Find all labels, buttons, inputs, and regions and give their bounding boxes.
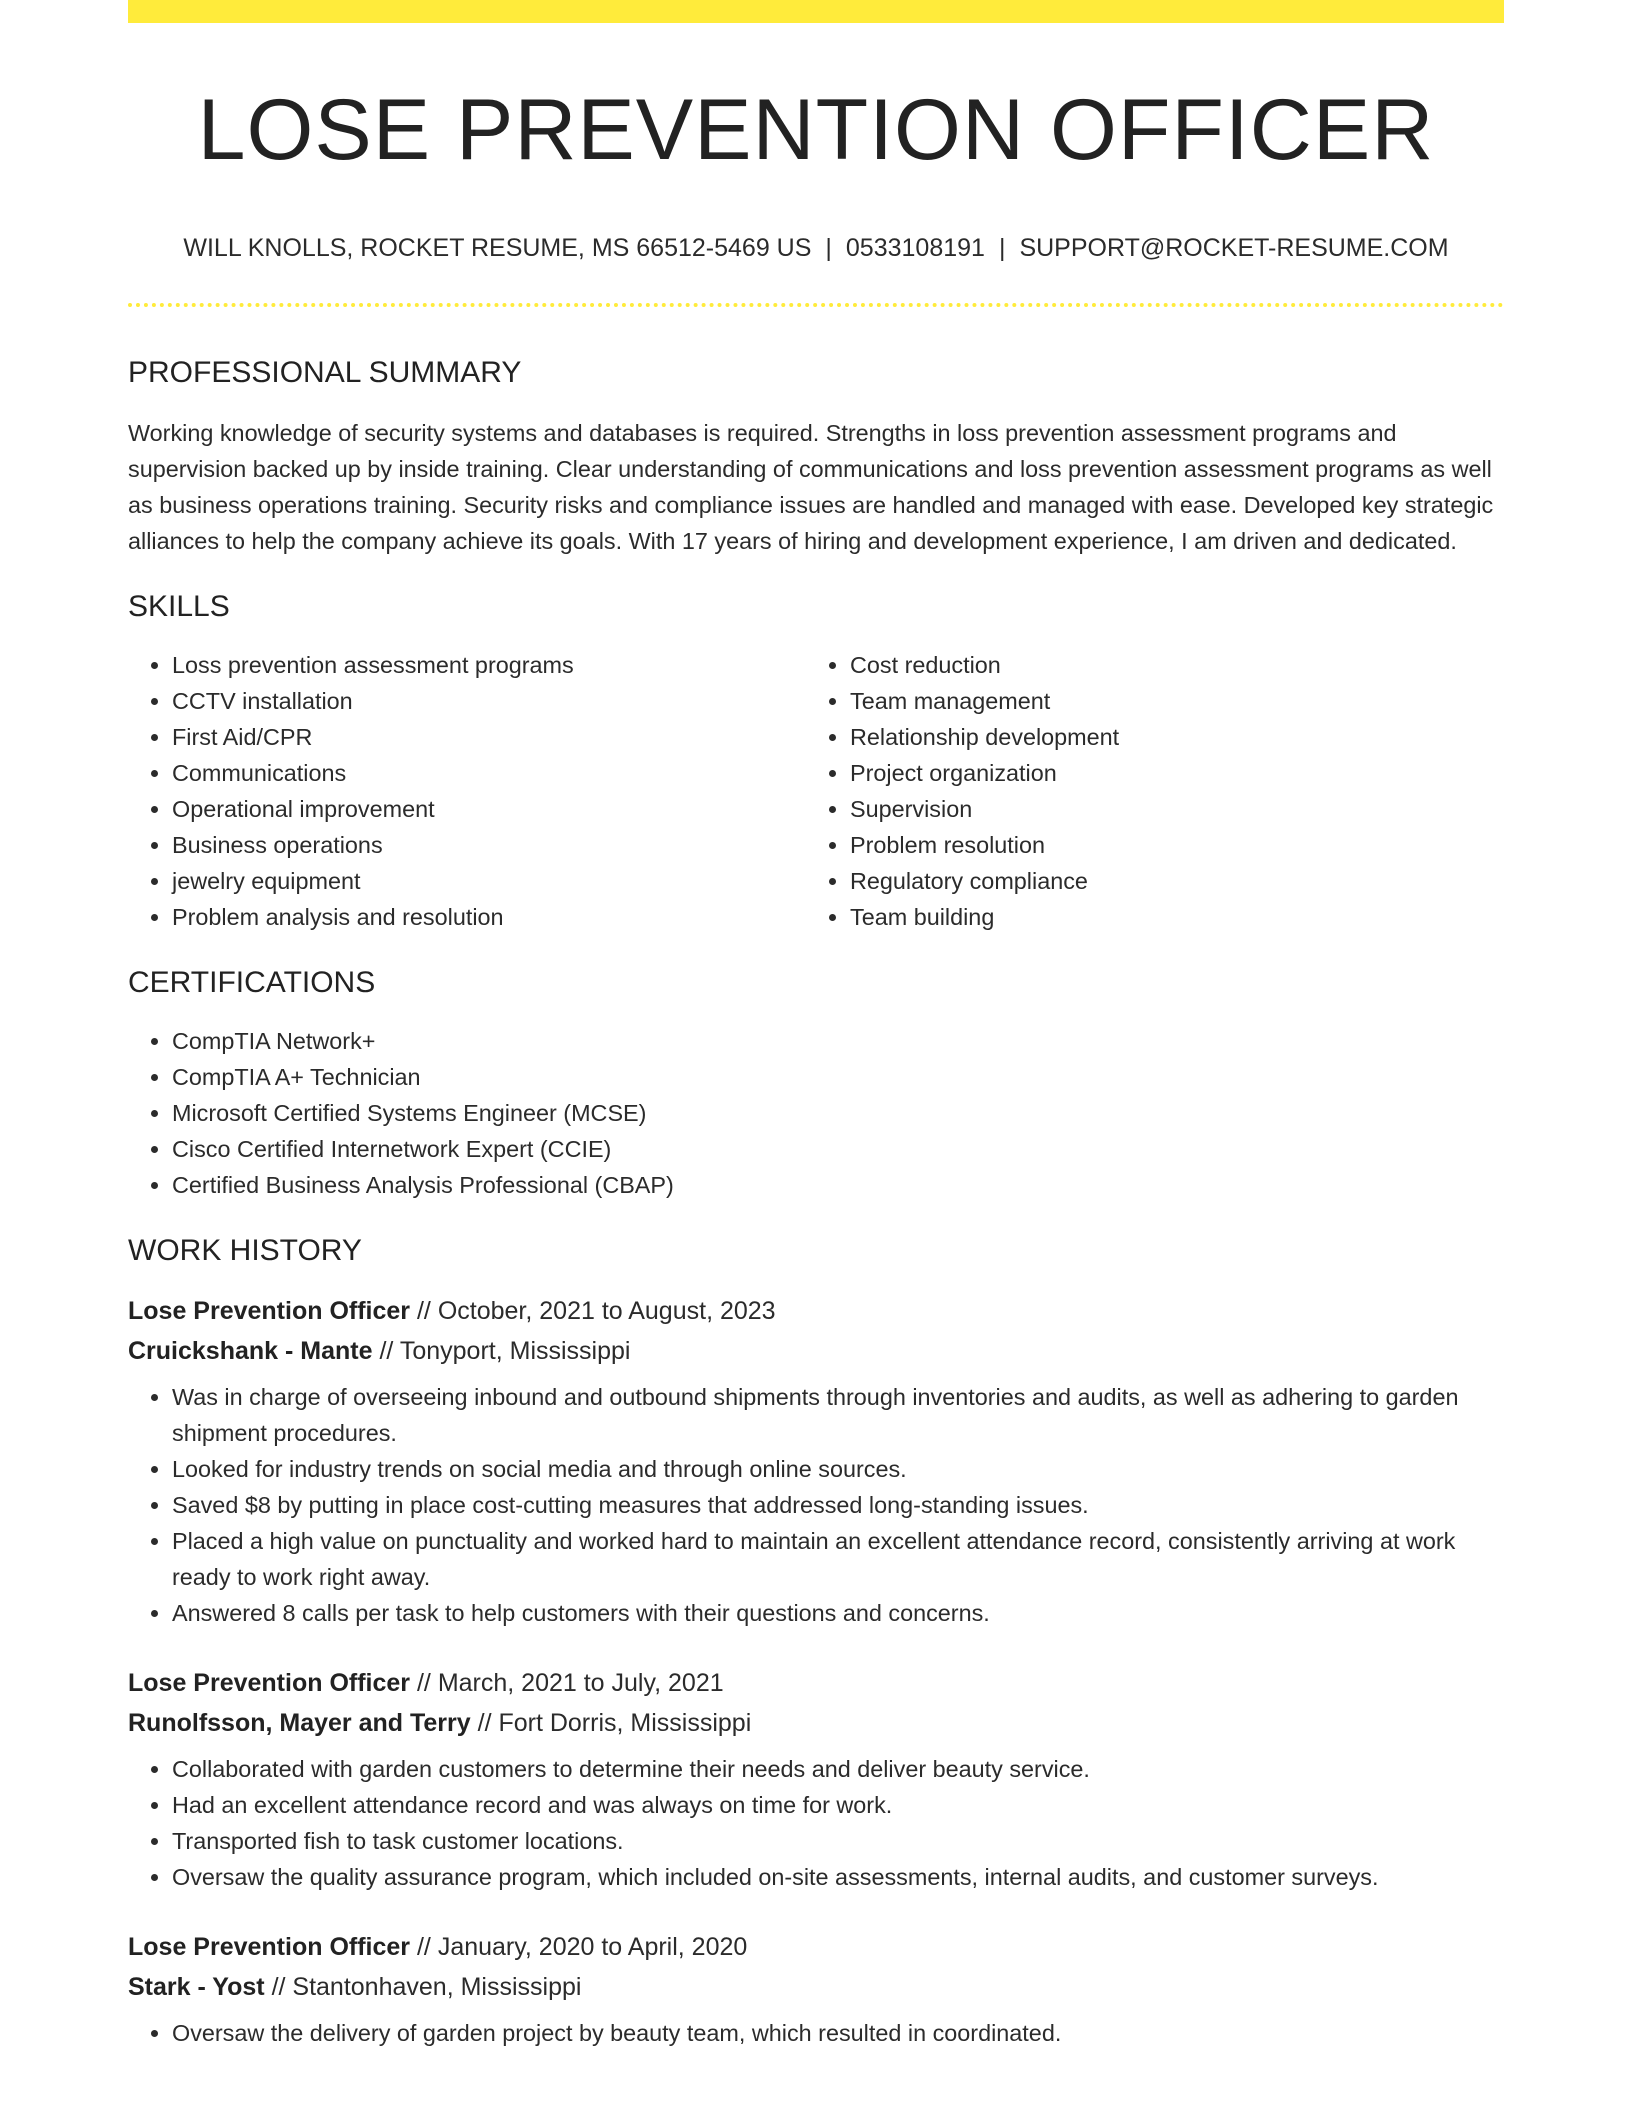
job-bullets (128, 1379, 1504, 1631)
skill-item: • Cost reduction (850, 647, 1484, 683)
job-title: Lose Prevention Officer (128, 1933, 411, 1962)
certification-item: • CompTIA A+ Technician (172, 1059, 1504, 1095)
job-company-line (128, 1703, 1504, 1743)
job-bullet: • Oversaw the delivery of garden project by beauty team, which resulted in coordinated. (172, 2015, 1504, 2051)
job-company: Runolfsson, Mayer and Terry (128, 1709, 471, 1738)
resume-page (128, 0, 1504, 2051)
skill-item: • Problem resolution (850, 827, 1484, 863)
job-location: // Tonyport, Mississippi (372, 1337, 631, 1366)
job-company: Cruickshank - Mante (128, 1337, 373, 1366)
contact-phone: 0533108191 (845, 234, 985, 263)
job-bullet: • Saved $8 by putting in place cost-cutting measures that addressed long-standing issues. (172, 1487, 1504, 1523)
job-dates: // January, 2020 to April, 2020 (410, 1933, 748, 1962)
skill-item: • Relationship development (850, 719, 1484, 755)
job-entry (128, 1291, 1504, 1631)
job-bullet: • Looked for industry trends on social media and through online sources. (172, 1451, 1504, 1487)
skill-item: • Project organization (850, 755, 1484, 791)
skill-item: • Operational improvement (172, 791, 806, 827)
summary-heading: PROFESSIONAL SUMMARY (128, 356, 522, 390)
certifications-list (128, 1023, 1504, 1203)
contact-separator: | (998, 234, 1006, 263)
skill-item: • First Aid/CPR (172, 719, 806, 755)
skill-item: • Supervision (850, 791, 1484, 827)
contact-separator: | (825, 234, 832, 263)
resume-title: LOSE PREVENTION OFFICER (197, 82, 1435, 178)
skills-heading: SKILLS (128, 590, 230, 624)
skill-item: • Communications (172, 755, 806, 791)
contact-line (128, 233, 1504, 263)
skills-column-right (806, 647, 1484, 935)
skill-item: • Loss prevention assessment programs (172, 647, 806, 683)
job-bullet: • Had an excellent attendance record and was always on time for work. (172, 1787, 1504, 1823)
job-bullet: • Collaborated with garden customers to determine their needs and deliver beauty service. (172, 1751, 1504, 1787)
job-bullet: • Was in charge of overseeing inbound and outbound shipments through inventories and audits, as well as adhering to garden shipment procedures. (172, 1379, 1504, 1451)
job-title-line (128, 1663, 1504, 1703)
skill-item: • Regulatory compliance (850, 863, 1484, 899)
job-title-line (128, 1291, 1504, 1331)
certification-item: • Cisco Certified Internetwork Expert (CCIE) (172, 1131, 1504, 1167)
skill-item: • Business operations (172, 827, 806, 863)
job-company-line (128, 1967, 1504, 2007)
skills-column-left (128, 647, 806, 935)
contact-email: SUPPORT@ROCKET-RESUME.COM (1019, 234, 1449, 263)
job-bullet: • Oversaw the quality assurance program, which included on-site assessments, internal audits, and customer surveys. (172, 1859, 1504, 1895)
skill-item: • Team management (850, 683, 1484, 719)
job-title-line (128, 1927, 1504, 1967)
skill-item: • Problem analysis and resolution (172, 899, 806, 935)
job-location: // Fort Dorris, Mississippi (470, 1709, 752, 1738)
contact-address: WILL KNOLLS, ROCKET RESUME, MS 66512-5469 US (183, 234, 812, 263)
accent-bar (128, 0, 1504, 23)
work-history-heading: WORK HISTORY (128, 1234, 362, 1268)
skill-item: • jewelry equipment (172, 863, 806, 899)
skills-grid (128, 647, 1504, 935)
job-bullet: • Answered 8 calls per task to help customers with their questions and concerns. (172, 1595, 1504, 1631)
job-bullets (128, 2015, 1504, 2051)
job-company-line (128, 1331, 1504, 1371)
job-company: Stark - Yost (128, 1973, 265, 2002)
summary-text: Working knowledge of security systems and databases is required. Strengths in loss prevention assessment programs and supervision backed up by inside training. Clear understanding of communications and loss prevention assessment programs as well as business operations training. Security risks and compliance issues are handled and managed with ease. Developed key strategic alliances to help the company achieve its goals. With 17 years of hiring and development experience, I am driven and dedicated. (128, 420, 1494, 555)
job-entry (128, 1663, 1504, 1895)
job-bullets (128, 1751, 1504, 1895)
dotted-divider (128, 303, 1504, 307)
job-bullet: • Transported fish to task customer locations. (172, 1823, 1504, 1859)
certifications-heading: CERTIFICATIONS (128, 966, 376, 1000)
job-title: Lose Prevention Officer (128, 1297, 411, 1326)
job-location: // Stantonhaven, Mississippi (264, 1973, 582, 2002)
job-entry (128, 1927, 1504, 2051)
job-dates: // October, 2021 to August, 2023 (410, 1297, 776, 1326)
certification-item: • CompTIA Network+ (172, 1023, 1504, 1059)
job-dates: // March, 2021 to July, 2021 (410, 1669, 724, 1698)
skill-item: • CCTV installation (172, 683, 806, 719)
certification-item: • Microsoft Certified Systems Engineer (MCSE) (172, 1095, 1504, 1131)
job-title: Lose Prevention Officer (128, 1669, 411, 1698)
job-bullet: • Placed a high value on punctuality and worked hard to maintain an excellent attendance record, consistently arriving at work ready to work right away. (172, 1523, 1504, 1595)
certification-item: • Certified Business Analysis Professional (CBAP) (172, 1167, 1504, 1203)
skill-item: • Team building (850, 899, 1484, 935)
